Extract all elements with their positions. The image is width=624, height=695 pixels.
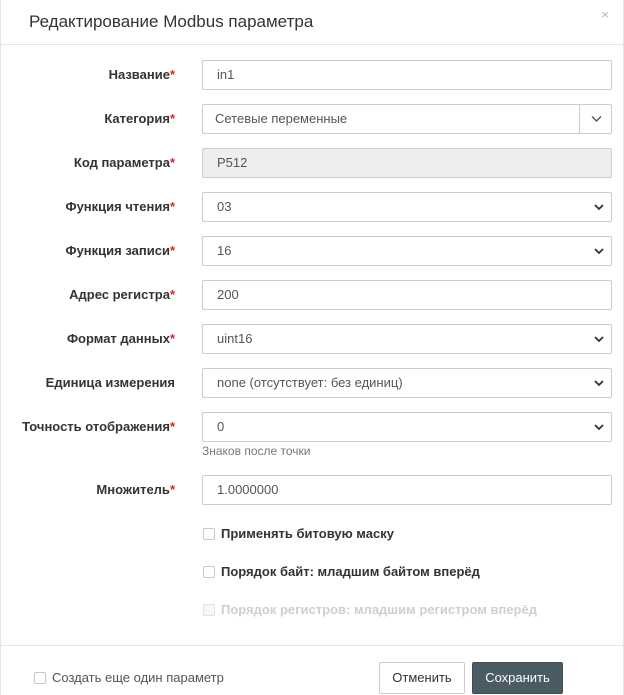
bit-mask-label: Применять битовую маску bbox=[221, 526, 394, 541]
data-format-select[interactable] bbox=[202, 324, 612, 354]
register-address-label: Адрес регистра* bbox=[69, 287, 175, 302]
data-format-value: uint16 bbox=[217, 331, 253, 346]
byte-order-checkbox[interactable] bbox=[203, 566, 215, 578]
byte-order-label: Порядок байт: младшим байтом вперёд bbox=[221, 564, 480, 579]
chevron-down-icon bbox=[591, 115, 602, 123]
chevron-down-icon bbox=[593, 245, 605, 257]
save-button[interactable]: Сохранить bbox=[472, 662, 563, 694]
category-label: Категория* bbox=[104, 111, 175, 126]
chevron-down-icon bbox=[593, 333, 605, 345]
write-function-value: 16 bbox=[217, 243, 232, 258]
name-input[interactable]: in1 bbox=[202, 60, 612, 90]
modal-title: Редактирование Modbus параметра bbox=[29, 12, 314, 31]
register-order-checkbox-row bbox=[203, 602, 537, 618]
precision-help-text: Знаков после точки bbox=[202, 444, 311, 458]
precision-label: Точность отображения* bbox=[22, 419, 175, 434]
chevron-down-icon bbox=[593, 377, 605, 389]
bit-mask-checkbox[interactable] bbox=[203, 528, 215, 540]
modal-footer bbox=[1, 645, 624, 695]
read-function-select[interactable] bbox=[202, 192, 612, 222]
cancel-button[interactable]: Отменить bbox=[379, 662, 465, 694]
bit-mask-checkbox-row[interactable] bbox=[203, 526, 394, 542]
close-icon[interactable]: × bbox=[601, 7, 609, 22]
precision-value: 0 bbox=[217, 419, 225, 434]
register-order-checkbox bbox=[203, 604, 215, 616]
read-function-value: 03 bbox=[217, 199, 232, 214]
param-code-input: P512 bbox=[202, 148, 612, 178]
register-order-label: Порядок регистров: младшим регистром вперёд bbox=[221, 602, 537, 617]
create-another-checkbox-row[interactable] bbox=[34, 670, 224, 686]
byte-order-checkbox-row[interactable] bbox=[203, 564, 480, 580]
precision-select[interactable] bbox=[202, 412, 612, 442]
unit-value: none (отсутствует: без единиц) bbox=[217, 375, 403, 390]
multiplier-input[interactable]: 1.0000000 bbox=[202, 475, 612, 505]
read-function-label: Функция чтения* bbox=[65, 199, 175, 214]
write-function-select[interactable] bbox=[202, 236, 612, 266]
unit-select[interactable] bbox=[202, 368, 612, 398]
multiplier-label: Множитель* bbox=[96, 482, 175, 497]
create-another-label: Создать еще один параметр bbox=[52, 670, 224, 685]
name-label: Название* bbox=[108, 67, 175, 82]
param-code-label: Код параметра* bbox=[73, 155, 175, 170]
create-another-checkbox[interactable] bbox=[34, 672, 46, 684]
unit-label: Единица измерения bbox=[45, 375, 175, 390]
chevron-down-icon bbox=[593, 421, 605, 433]
data-format-label: Формат данных* bbox=[66, 331, 175, 346]
category-dropdown-button[interactable] bbox=[579, 104, 612, 134]
category-input[interactable]: Сетевые переменные bbox=[202, 104, 580, 134]
chevron-down-icon bbox=[593, 201, 605, 213]
write-function-label: Функция записи* bbox=[65, 243, 175, 258]
register-address-input[interactable]: 200 bbox=[202, 280, 612, 310]
modal-header bbox=[1, 0, 623, 45]
